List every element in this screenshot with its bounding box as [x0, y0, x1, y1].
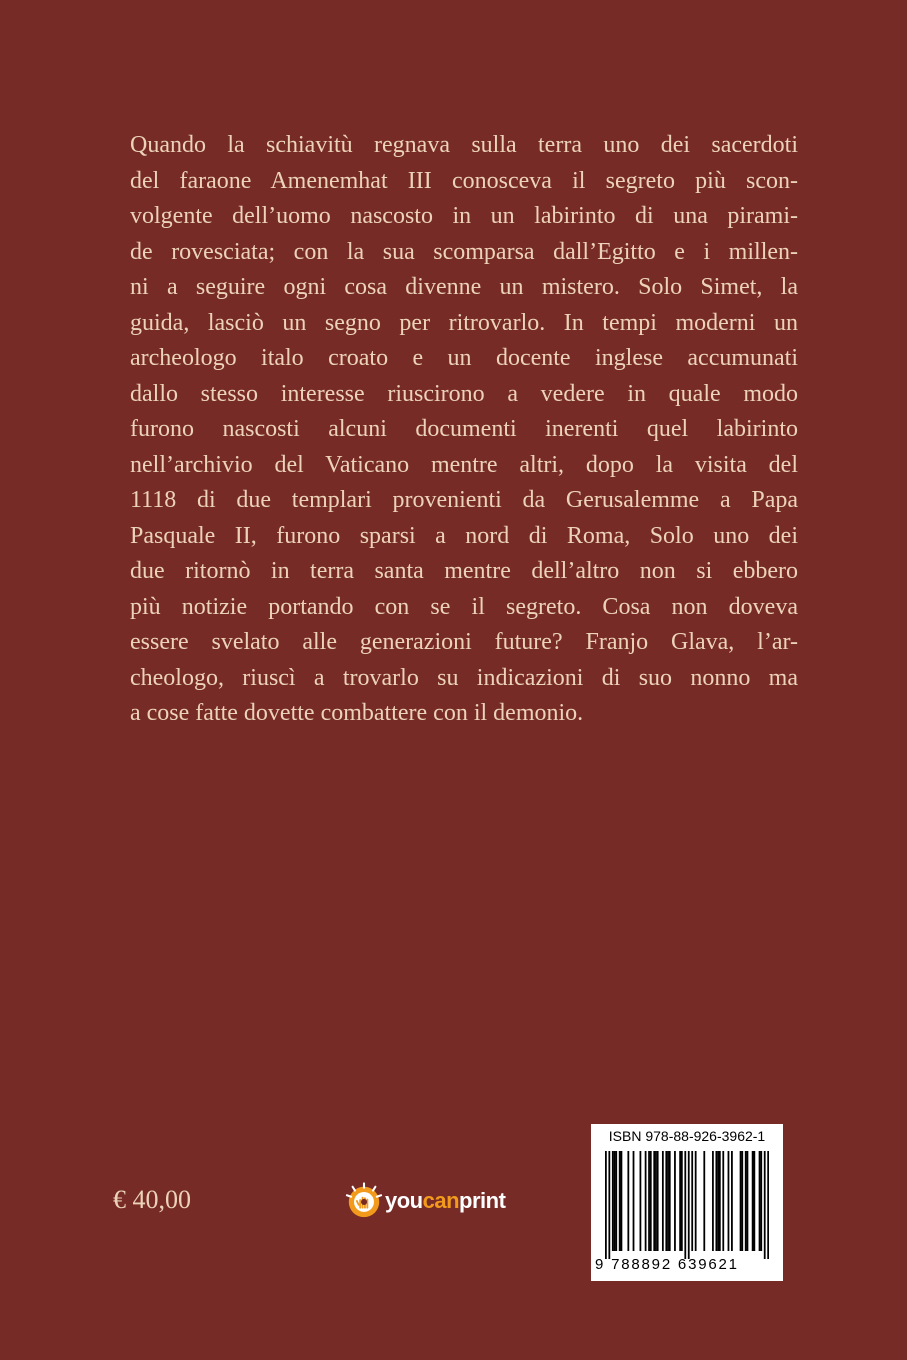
blurb-line: due ritornò in terra santa mentre dell’altro non si ebbero	[130, 558, 798, 584]
blurb-text	[130, 128, 798, 732]
barcode-bar	[657, 1151, 659, 1251]
barcode-bar	[665, 1151, 667, 1251]
barcode-bar	[712, 1151, 714, 1251]
blurb-line: del faraone Amenemhat III conosceva il segreto più scon-	[130, 167, 798, 194]
barcode-bar	[719, 1151, 721, 1251]
barcode-bar	[648, 1151, 650, 1251]
barcode-bar	[614, 1151, 616, 1251]
isbn-label: ISBN 978-88-926-3962-1	[608, 1128, 766, 1144]
blurb-line: più notizie portando con se il segreto. Cosa non doveva	[130, 593, 798, 620]
barcode-bar	[608, 1151, 610, 1259]
barcode-bar	[722, 1151, 724, 1251]
barcode-bar	[669, 1151, 671, 1251]
barcode-bar	[740, 1151, 742, 1251]
price-label: € 40,00	[113, 1185, 191, 1214]
blurb-line: archeologo italo croato e un docente inglese accumunati	[130, 345, 798, 371]
barcode-bar	[633, 1151, 635, 1251]
barcode-bar	[684, 1151, 686, 1259]
publisher-name-part: you	[385, 1188, 423, 1213]
isbn-barcode	[591, 1124, 783, 1281]
barcode-bar	[662, 1151, 664, 1251]
blurb-line: essere svelato alle generazioni future? Franjo Glava, l’ar-	[130, 629, 798, 655]
barcode-bar	[764, 1151, 766, 1259]
barcode-bar	[728, 1151, 730, 1251]
barcode-bar	[667, 1151, 669, 1251]
barcode-bar	[741, 1151, 743, 1251]
hand-in-sun-icon	[345, 1182, 383, 1220]
barcode-bar	[688, 1151, 690, 1259]
barcode-bar	[753, 1151, 755, 1251]
barcode-bar	[621, 1151, 623, 1251]
barcode-bar	[745, 1151, 747, 1251]
barcode-bar	[674, 1151, 676, 1251]
barcode-bar	[731, 1151, 733, 1251]
publisher-name	[385, 1188, 505, 1214]
blurb-line: dallo stesso interesse riuscirono a vedere in quale modo	[130, 380, 798, 407]
blurb-line: guida, lasciò un segno per ritrovarlo. In tempi moderni un	[130, 309, 798, 336]
barcode-bar	[605, 1151, 607, 1259]
barcode-bar	[715, 1151, 717, 1251]
barcode-bar	[645, 1151, 647, 1251]
barcode-bar	[717, 1151, 719, 1251]
barcode-bar	[650, 1151, 652, 1251]
barcode-bar	[752, 1151, 754, 1251]
barcode-bar	[619, 1151, 621, 1251]
barcode-bar	[615, 1151, 617, 1251]
blurb-line: nell’archivio del Vaticano mentre altri, dopo la visita del	[130, 451, 798, 478]
blurb-line: Quando la schiavitù regnava sulla terra uno dei sacerdoti	[130, 132, 798, 158]
blurb-line: a cose fatte dovette combattere con il demonio.	[130, 700, 584, 726]
barcode-bar	[703, 1151, 705, 1251]
blurb-line: ni a seguire ogni cosa divenne un mistero. Solo Simet, la	[130, 274, 798, 300]
blurb-line: de rovesciata; con la sua scomparsa dall’Egitto e i millen-	[130, 238, 798, 265]
publisher-logo	[345, 1178, 505, 1224]
barcode-bar	[653, 1151, 655, 1251]
barcode-bar	[681, 1151, 683, 1251]
barcode-bar	[655, 1151, 657, 1251]
barcode-bar	[691, 1151, 693, 1251]
barcode-bar	[627, 1151, 629, 1251]
barcode-bar	[640, 1151, 642, 1251]
barcode-bar	[679, 1151, 681, 1251]
barcode-bar	[759, 1151, 761, 1251]
blurb-line: furono nascosti alcuni documenti inerenti quel labirinto	[130, 416, 798, 442]
publisher-name-part: can	[422, 1188, 460, 1213]
barcode-bar	[760, 1151, 762, 1251]
blurb-line: 1118 di due templari provenienti da Gerusalemme a Papa	[130, 487, 798, 513]
barcode-bar	[767, 1151, 769, 1259]
barcode-digits: 9 788892 639621	[595, 1256, 739, 1273]
barcode-bars	[605, 1151, 769, 1259]
barcode-bar	[695, 1151, 697, 1251]
barcode-bar	[747, 1151, 749, 1251]
publisher-name-part: print	[459, 1188, 506, 1213]
blurb-line: volgente dell’uomo nascosto in un labirinto di una pirami-	[130, 203, 798, 229]
blurb-line: Pasquale II, furono sparsi a nord di Roma, Solo uno dei	[130, 522, 798, 549]
blurb-line: cheologo, riuscì a trovarlo su indicazioni di suo nonno ma	[130, 664, 798, 691]
barcode-bar	[612, 1151, 614, 1251]
